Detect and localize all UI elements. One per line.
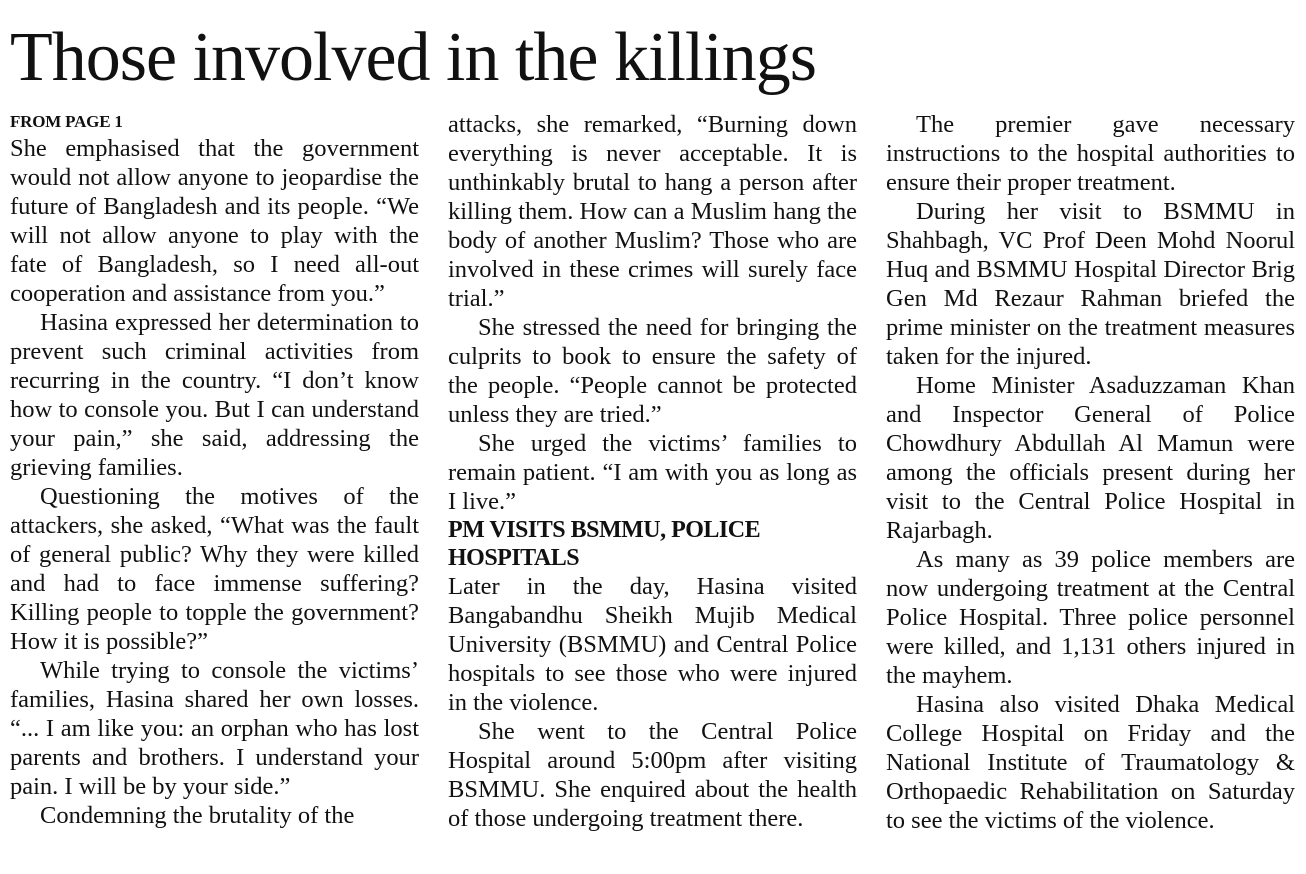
article-column-1 bbox=[10, 110, 419, 830]
paragraph: She urged the victims’ families to remain patient. “I am with you as long as I live.” bbox=[448, 430, 857, 515]
from-page-kicker: FROM PAGE 1 bbox=[10, 112, 123, 131]
paragraph: Later in the day, Hasina visited Bangabandhu Sheikh Mujib Medical University (BSMMU) and Central Police hospitals to see those who were injured in the violence. bbox=[448, 573, 857, 716]
paragraph: Condemning the brutality of the bbox=[40, 802, 355, 829]
paragraph: She emphasised that the government would not allow anyone to jeopardise the future of Bangladesh and its people. “We will not allow anyone to play with the fate of Bangladesh, so I need all-out cooperation and assistance from you.” bbox=[10, 135, 419, 307]
paragraph: The premier gave necessary instructions to the hospital authorities to ensure their proper treatment. bbox=[886, 111, 1295, 196]
article-column-3 bbox=[886, 110, 1295, 835]
paragraph: Hasina expressed her determination to prevent such criminal activities from recurring in the country. “I don’t know how to console you. But I can understand your pain,” she said, addressing the grieving families. bbox=[10, 309, 419, 481]
article-column-2 bbox=[448, 110, 857, 833]
paragraph: attacks, she remarked, “Burning down everything is never acceptable. It is unthinkably brutal to hang a person after killing them. How can a Muslim hang the body of another Muslim? Those who are involved in these crimes will surely face trial.” bbox=[448, 111, 857, 312]
paragraph: She stressed the need for bringing the culprits to book to ensure the safety of the people. “People cannot be protected unless they are tried.” bbox=[448, 314, 857, 428]
paragraph: Home Minister Asaduzzaman Khan and Inspector General of Police Chowdhury Abdullah Al Mamun were among the officials present during her visit to the Central Police Hospital in Rajarbagh. bbox=[886, 372, 1295, 544]
headline: Those involved in the killings bbox=[10, 19, 817, 96]
paragraph: While trying to console the victims’ families, Hasina shared her own losses. “... I am like you: an orphan who has lost parents and brothers. I understand your pain. I will be by your side.” bbox=[10, 657, 419, 800]
section-subhead: PM VISITS BSMMU, POLICE HOSPITALS bbox=[448, 517, 761, 571]
paragraph: Questioning the motives of the attackers, she asked, “What was the fault of general public? Why they were killed and had to face immense suffering? Killing people to topple the government? How it is possible?” bbox=[10, 483, 419, 655]
paragraph: As many as 39 police members are now undergoing treatment at the Central Police Hospital. Three police personnel were killed, and 1,131 others injured in the mayhem. bbox=[886, 546, 1295, 689]
paragraph: She went to the Central Police Hospital around 5:00pm after visiting BSMMU. She enquired about the health of those undergoing treatment there. bbox=[448, 718, 857, 832]
paragraph: During her visit to BSMMU in Shahbagh, VC Prof Deen Mohd Noorul Huq and BSMMU Hospital Director Brig Gen Md Rezaur Rahman briefed the prime minister on the treatment measures taken for the injured. bbox=[886, 198, 1295, 370]
paragraph: Hasina also visited Dhaka Medical College Hospital on Friday and the National Institute of Traumatology & Orthopaedic Rehabilitation on Saturday to see the victims of the violence. bbox=[886, 691, 1295, 834]
